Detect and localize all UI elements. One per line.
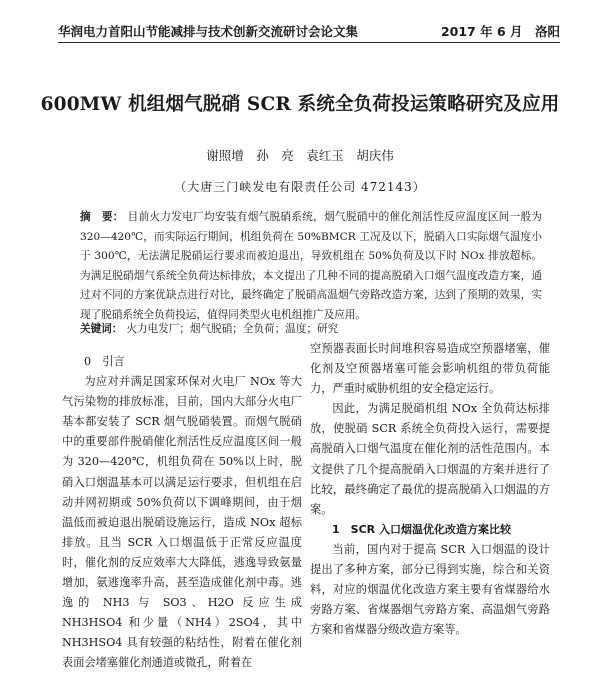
keywords (80, 320, 542, 339)
publication-date-place: 2017 年 6 月 洛阳 (440, 24, 560, 39)
body-paragraph-continued: 空预器表面长时间堆积容易造成空预器堵塞，催化剂及空预器堵塞可能会影响机组的带负荷能力，严重时威胁机组的安全稳定运行。 (310, 342, 550, 396)
running-header (58, 22, 560, 40)
section-heading-scheme-comparison: 1 SCR 入口烟温优化改造方案比较 (332, 522, 511, 536)
author-list: 谢照增 孙 亮 袁红玉 胡庆伟 (206, 148, 394, 163)
left-column (62, 352, 302, 674)
abstract-label: 摘 要： (80, 211, 124, 223)
header-divider (58, 42, 560, 43)
keywords-text: 火力电发厂；烟气脱硝；全负荷；温度；研究 (126, 323, 339, 335)
body-paragraph: 当前，国内对于提高 SCR 入口烟温的设计提出了多种方案，部分已得到实施，综合和关资料，对应的烟温优化改造方案主要有省煤器给水旁路方案、省煤器烟气旁路方案、高温烟气旁路方案和省煤器分级改造方案等。 (310, 542, 550, 637)
paper-title: 600MW 机组烟气脱硝 SCR 系统全负荷投运策略研究及应用 (40, 94, 560, 115)
right-column (310, 339, 550, 640)
abstract-text: 目前火力发电厂均安装有烟气脱硝系统，烟气脱硝中的催化剂活性反应温度区间一般为 320—420℃，而实际运行期间，机组负荷在 50%BMCR 工况及以下，脱硝入口实际烟气温度小于 300℃，无法满足脱硝运行要求而被迫退出，导致机组在 50%负荷及以下时 NOx 排放超标。为满足脱硝烟气系统全负荷达标排放，本文提出了几种不同的提高脱硝入口烟气温度改造方案，通过对不同的方案优缺点进行对比，最终确定了脱硝高温烟气旁路改造方案，达到了预期的效果，实现了脱硝系统全负荷投运，值得同类型火电机组推广及应用。 (80, 211, 543, 321)
author-affiliation: （大唐三门峡发电有限责任公司 472143） (174, 180, 426, 194)
section-heading-introduction: 0 引言 (84, 355, 125, 368)
keywords-label: 关键词： (80, 323, 123, 335)
body-paragraph: 为应对并满足国家环保对火电厂 NOx 等大气污染物的排放标准，目前，国内大部分火电厂基本都安装了 SCR 烟气脱硝装置。而烟气脱硝中的重要部件脱硝催化剂活性反应温度区间一般为 320—420℃，机组负荷在 50%以上时，脱硝入口烟温基本可以满足运行要求，但机组在启动并网初期或 50%负荷以下调峰期间，由于烟温低而被迫退出脱硝设施运行，造成 NOx 超标排放。且当 SCR 入口烟温低于正常反应温度时，催化剂的反应效率大大降低，逃逸导致氨量增加，氨逃逸率升高，甚至造成催化剂中毒。逃逸的 NH3 与 SO3、H2O 反应生成 NH3HSO4 和少量（NH4）2SO4，其中 NH3HSO4 具有较强的粘结性，附着在催化剂表面会堵塞催化剂通道或微孔，附着在 (62, 375, 302, 670)
body-paragraph: 因此，为满足脱硝机组 NOx 全负荷达标排放，使脱硝 SCR 系统全负荷投入运行，需要提高脱硝入口烟气温度在催化剂的活性范围内。本文提供了几个提高脱硝入口烟温的方案并进行了比较，最终确定了最优的提高脱硝入口烟温的方案。 (310, 402, 550, 516)
journal-name: 华润电力首阳山节能减排与技术创新交流研讨会论文集 (58, 24, 359, 39)
abstract (80, 208, 542, 326)
